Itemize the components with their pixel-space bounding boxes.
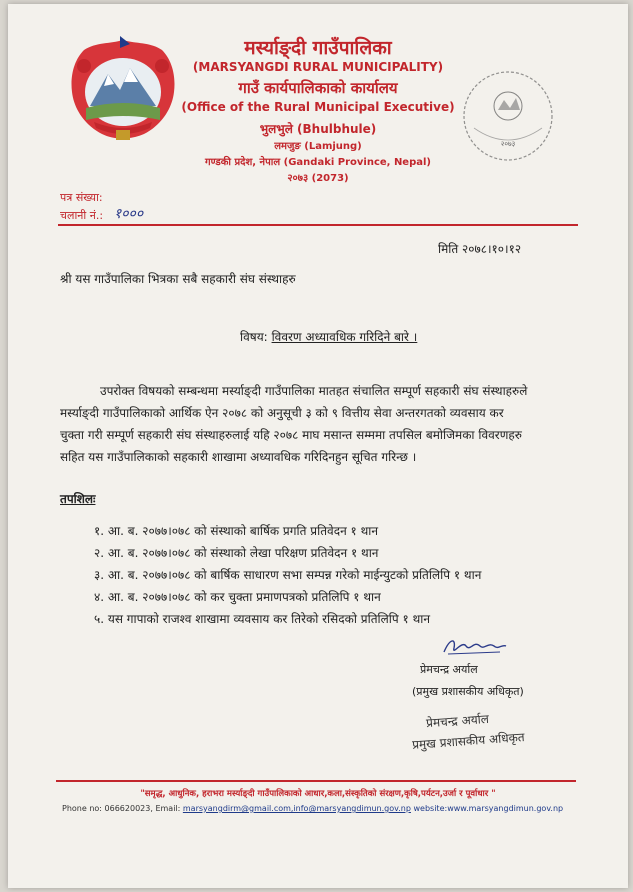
detail-item-5: ५. यस गापाको राजश्व शाखामा व्यवसाय कर तिरेको रसिदको प्रतिलिपि १ थान: [94, 612, 431, 626]
municipality-title-np: मर्स्याङ्दी गाउँपालिका: [244, 37, 392, 59]
subject-label: विषय:: [240, 330, 268, 344]
footer-email-label: Email:: [155, 804, 181, 813]
municipality-title-en: (MARSYANGDI RURAL MUNICIPALITY): [192, 60, 444, 74]
stamp-title: प्रमुख प्रशासकीय अधिकृत: [411, 730, 526, 752]
footer-website[interactable]: website:www.marsyangdimun.gov.np: [413, 804, 564, 813]
nepal-emblem-logo: [64, 36, 182, 144]
recipient: श्री यस गाउँपालिका भित्रका सबै सहकारी संघ संस्थाहरु: [60, 272, 296, 286]
office-title-en: (Office of the Rural Municipal Executive): [181, 100, 455, 114]
stamp-name: प्रेमचन्द्र अर्याल: [425, 711, 490, 731]
detail-item-3: ३. आ. ब. २०७७।०७८ को बार्षिक साधारण सभा सम्पन्न गरेको माईन्युटको प्रतिलिपि १ थान: [94, 568, 482, 582]
office-title-np: गाउँ कार्यपालिकाको कार्यालय: [238, 79, 398, 97]
detail-item-2: २. आ. ब. २०७७।०७८ को संस्थाको लेखा परिक्षण प्रतिवेदन १ थान: [94, 546, 379, 560]
header-divider: [58, 224, 578, 226]
signatory-title: (प्रमुख प्रशासकीय अधिकृत): [412, 685, 524, 698]
footer-contact: [62, 804, 563, 813]
dispatch-number-label: चलानी नं.:: [60, 209, 104, 222]
letter-number-label: पत्र संख्या:: [60, 191, 103, 204]
handwritten-signature: [440, 634, 510, 660]
office-seal-stamp: [458, 66, 558, 166]
letter-date: मिति २०७८।१०।१२: [438, 242, 522, 256]
detail-item-1: १. आ. ब. २०७७।०७८ को संस्थाको बार्षिक प्रगति प्रतिवेदन १ थान: [94, 524, 379, 538]
body-line-3: चुक्ता गरी सम्पूर्ण सहकारी संघ संस्थाहरुलाई यहि २०७८ माघ मसान्त सम्ममा तपसिल बमोजिमका विवरणहरु: [60, 428, 522, 442]
subject-line: [240, 328, 417, 345]
province-name: गण्डकी प्रदेश, नेपाल (Gandaki Province, Nepal): [205, 157, 431, 168]
dispatch-number-value: १०००: [114, 206, 144, 222]
letter-page: [8, 4, 628, 888]
body-line-2: मर्स्याङ्दी गाउँपालिकाको आर्थिक ऐन २०७८ को अनुसूची ३ को ९ वित्तीय सेवा अन्तरगतको व्यवसाय कर: [60, 406, 504, 420]
footer-motto: "समृद्ध, आधुनिक, हराभरा मर्स्याङ्दी गाउँपालिकाको आधार,कला,संस्कृतिको संरक्षण,कृषि,पर्यटन,उर्जा र पूर्वाधार ": [140, 789, 496, 799]
footer-phone: Phone no: 066620023,: [62, 804, 153, 813]
signatory-name: प्रेमचन्द्र अर्याल: [420, 663, 478, 676]
body-line-1: उपरोक्त विषयको सम्बन्धमा मर्स्याङ्दी गाउँपालिका मातहत संचालित सम्पूर्ण सहकारी संघ संस्थाहरुले: [100, 384, 528, 398]
body-line-4: सहित यस गाउँपालिकाको सहकारी शाखामा अध्यावधिक गरिदिनहुन सूचित गरिन्छ ।: [60, 450, 417, 464]
subject-text: विवरण अध्यावधिक गरिदिने बारे ।: [271, 330, 418, 344]
established-year: २०७३ (2073): [287, 173, 349, 184]
seal-year: २०७३: [500, 140, 516, 148]
detail-item-4: ४. आ. ब. २०७७।०७८ को कर चुक्ता प्रमाणपत्रको प्रतिलिपि १ थान: [94, 590, 381, 604]
details-label: तपशिलः: [60, 492, 96, 506]
district-name: लमजुङ (Lamjung): [274, 141, 362, 152]
footer-email[interactable]: marsyangdirm@gmail.com,info@marsyangdimun.gov.np: [182, 804, 411, 813]
place-name: भुलभुले (Bhulbhule): [259, 122, 377, 136]
footer-divider: [56, 780, 576, 782]
